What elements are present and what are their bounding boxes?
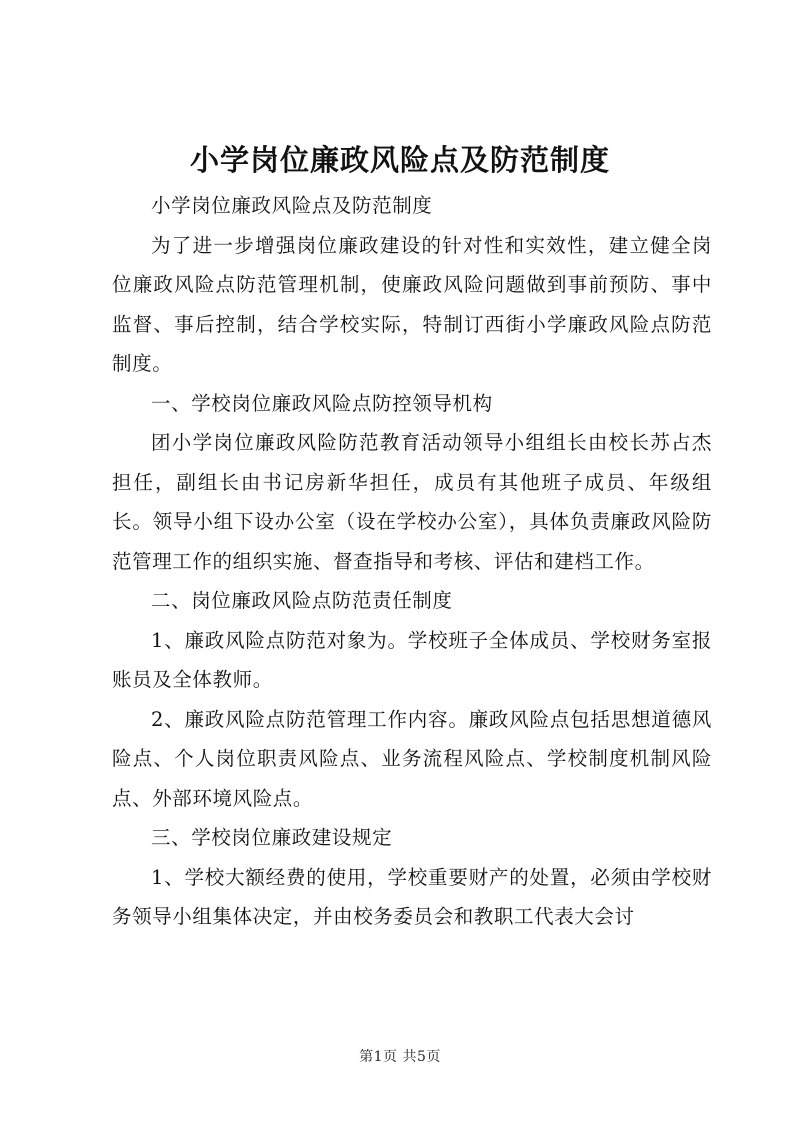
section-heading-2: 二、岗位廉政风险点防范责任制度 xyxy=(151,589,453,612)
paragraph-section-3-item-1: 1、学校大额经费的使用，学校重要财产的处置，必须由学校财务领导小组集体决定，并由校务委员会和教职工代表大会讨 xyxy=(112,865,712,928)
document-title: 小学岗位廉政风险点及防范制度 xyxy=(189,143,610,177)
paragraph-subtitle: 小学岗位廉政风险点及防范制度 xyxy=(151,194,433,217)
section-heading-1: 一、学校岗位廉政风险点防控领导机构 xyxy=(151,391,493,415)
paragraph-section-2-item-1: 1、廉政风险点防范对象为。学校班子全体成员、学校财务室报账员及全体教师。 xyxy=(112,628,712,691)
paragraph-section-1: 团小学岗位廉政风险防范教育活动领导小组组长由校长苏占杰担任，副组长由书记房新华担任，成员有其他班子成员、年级组长。领导小组下设办公室（设在学校办公室），具体负责廉政风险防范管理工作的组织实施、督查指导和考核、评估和建档工作。 xyxy=(112,431,712,573)
section-heading-3: 三、学校岗位廉政建设规定 xyxy=(151,826,393,849)
page-number-footer: 第1页 共5页 xyxy=(359,1049,441,1065)
paragraph-section-2-item-2: 2、廉政风险点防范管理工作内容。廉政风险点包括思想道德风险点、个人岗位职责风险点、业务流程风险点、学校制度机制风险点、外部环境风险点。 xyxy=(112,707,712,810)
document-body xyxy=(112,186,712,937)
paragraph-intro: 为了进一步增强岗位廉政建设的针对性和实效性，建立健全岗位廉政风险点防范管理机制，使廉政风险问题做到事前预防、事中监督、事后控制，结合学校实际，特制订西街小学廉政风险点防范制度。 xyxy=(112,233,712,375)
